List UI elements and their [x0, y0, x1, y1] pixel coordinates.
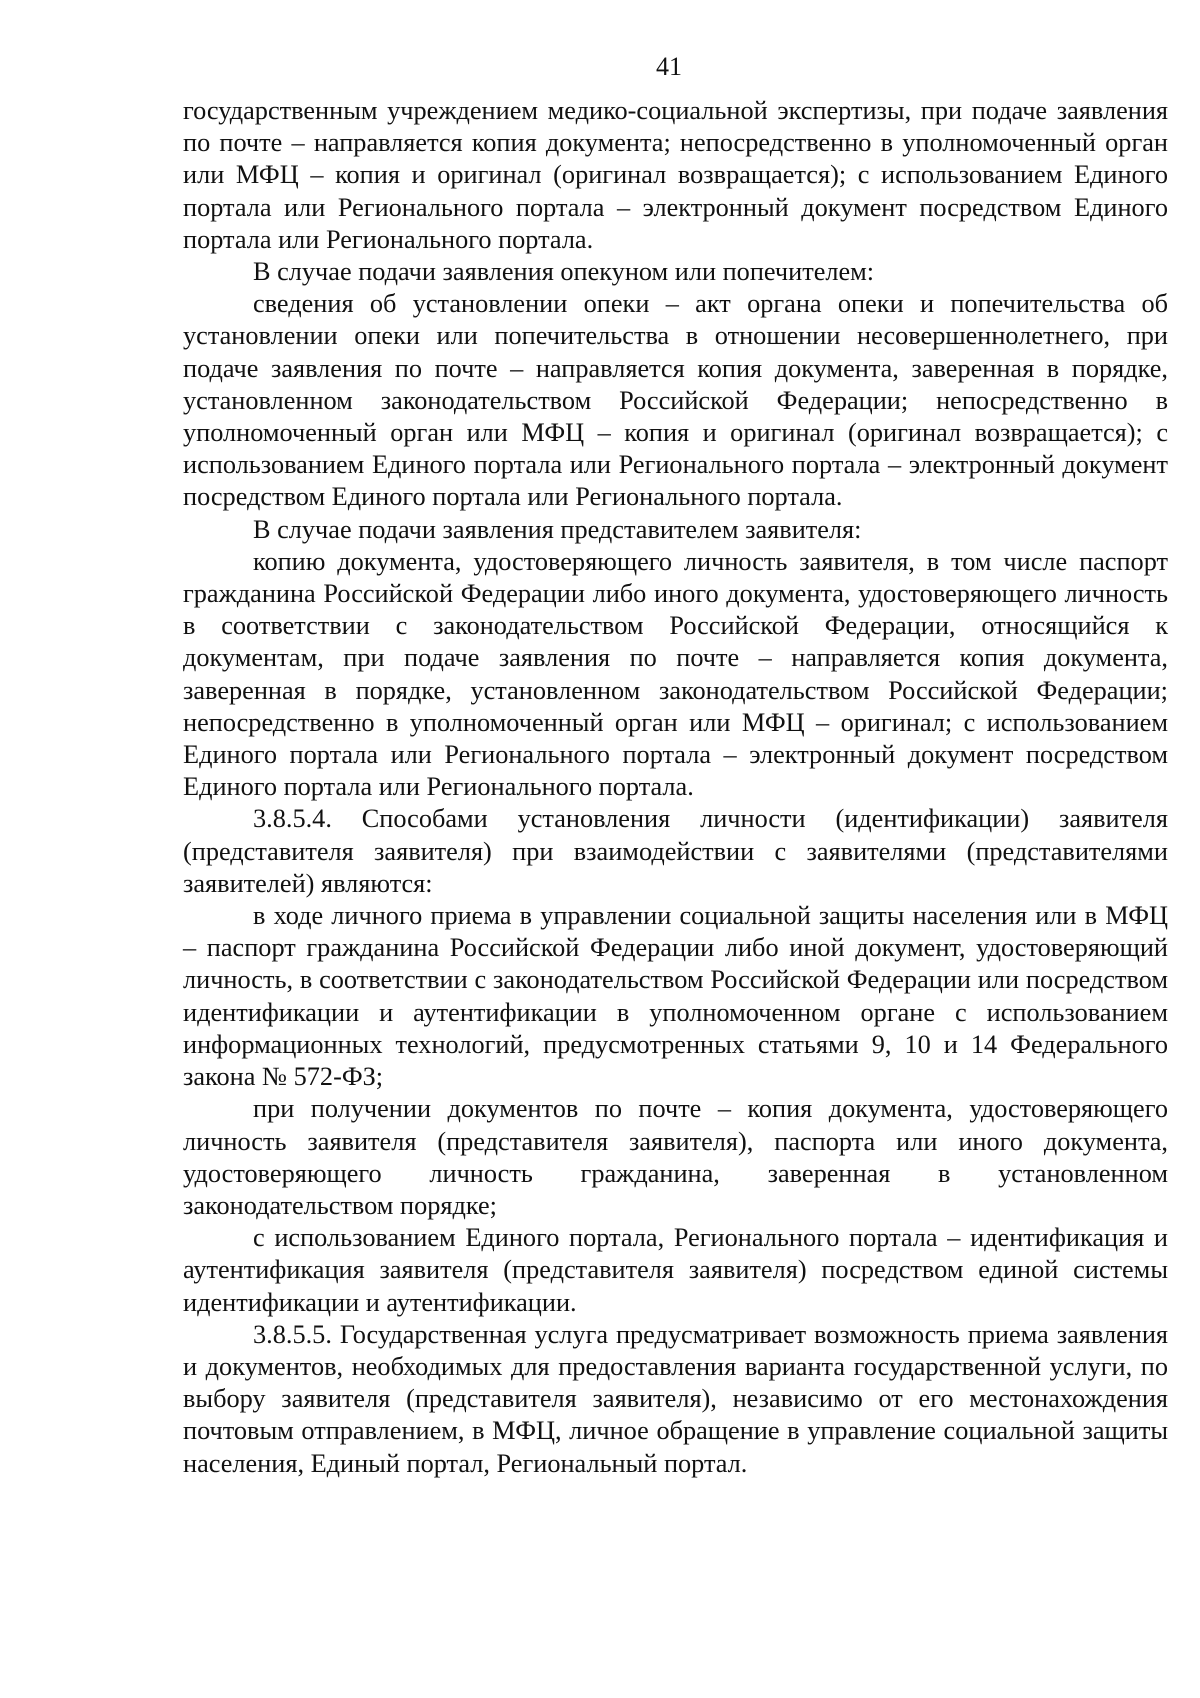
page-number: 41 [656, 52, 682, 81]
paragraph-10: 3.8.5.5. Государственная услуга предусматривает возможность приема заявления и документов, необходимых для предоставления варианта государственной услуги, по выбору заявителя (представителя заявителя), независимо от его местонахождения почтовым отправлением, в МФЦ, личное обращение в управление социальной защиты населения, Единый портал, Региональный портал. [183, 1319, 1168, 1478]
paragraph-2: В случае подачи заявления опекуном или попечителем: [253, 257, 875, 287]
paragraph-5: копию документа, удостоверяющего личность заявителя, в том числе паспорт гражданина Российской Федерации либо иного документа, удостоверяющего личность в соответствии с законодательством Российской Федерации, относящийся к документам, при подаче заявления по почте – направляется копия документа, заверенная в порядке, установленном законодательством Российской Федерации; непосредственно в уполномоченный орган или МФЦ – оригинал; с использованием Единого портала или Регионального портала – электронный документ посредством Единого портала или Регионального портала. [183, 546, 1168, 802]
paragraph-3: сведения об установлении опеки – акт органа опеки и попечительства об установлении опеки или попечительства в отношении несовершеннолетнего, при подаче заявления по почте – направляется копия документа, заверенная в порядке, установленном законодательством Российской Федерации; непосредственно в уполномоченный орган или МФЦ – копия и оригинал (оригинал возвращается); с использованием Единого портала или Регионального портала – электронный документ посредством Единого портала или Регионального портала. [183, 289, 1168, 512]
paragraph-1: государственным учреждением медико-социальной экспертизы, при подаче заявления по почте – направляется копия документа; непосредственно в уполномоченный орган или МФЦ – копия и оригинал (оригинал возвращается); с использованием Единого портала или Регионального портала – электронный документ посредством Единого портала или Регионального портала. [183, 96, 1168, 254]
paragraph-7: в ходе личного приема в управлении социальной защиты населения или в МФЦ – паспорт гражданина Российской Федерации либо иной документ, удостоверяющий личность, в соответствии с законодательством Российской Федерации или посредством идентификации и аутентификации в уполномоченном органе с использованием информационных технологий, предусмотренных статьями 9, 10 и 14 Федерального закона № 572-ФЗ; [183, 901, 1168, 1092]
paragraph-8: при получении документов по почте – копия документа, удостоверяющего личность заявителя (представителя заявителя), паспорта или иного документа, удостоверяющего личность гражданина, заверенная в установленном законодательством порядке; [183, 1094, 1168, 1220]
paragraph-4: В случае подачи заявления представителем заявителя: [253, 514, 862, 544]
paragraph-9: с использованием Единого портала, Регионального портала – идентификация и аутентификация заявителя (представителя заявителя) посредством единой системы идентификации и аутентификации. [183, 1223, 1168, 1317]
paragraph-6: 3.8.5.4. Способами установления личности (идентификации) заявителя (представителя заявителя) при взаимодействии с заявителями (представителями заявителей) являются: [183, 804, 1168, 898]
document-body [183, 95, 1168, 1480]
